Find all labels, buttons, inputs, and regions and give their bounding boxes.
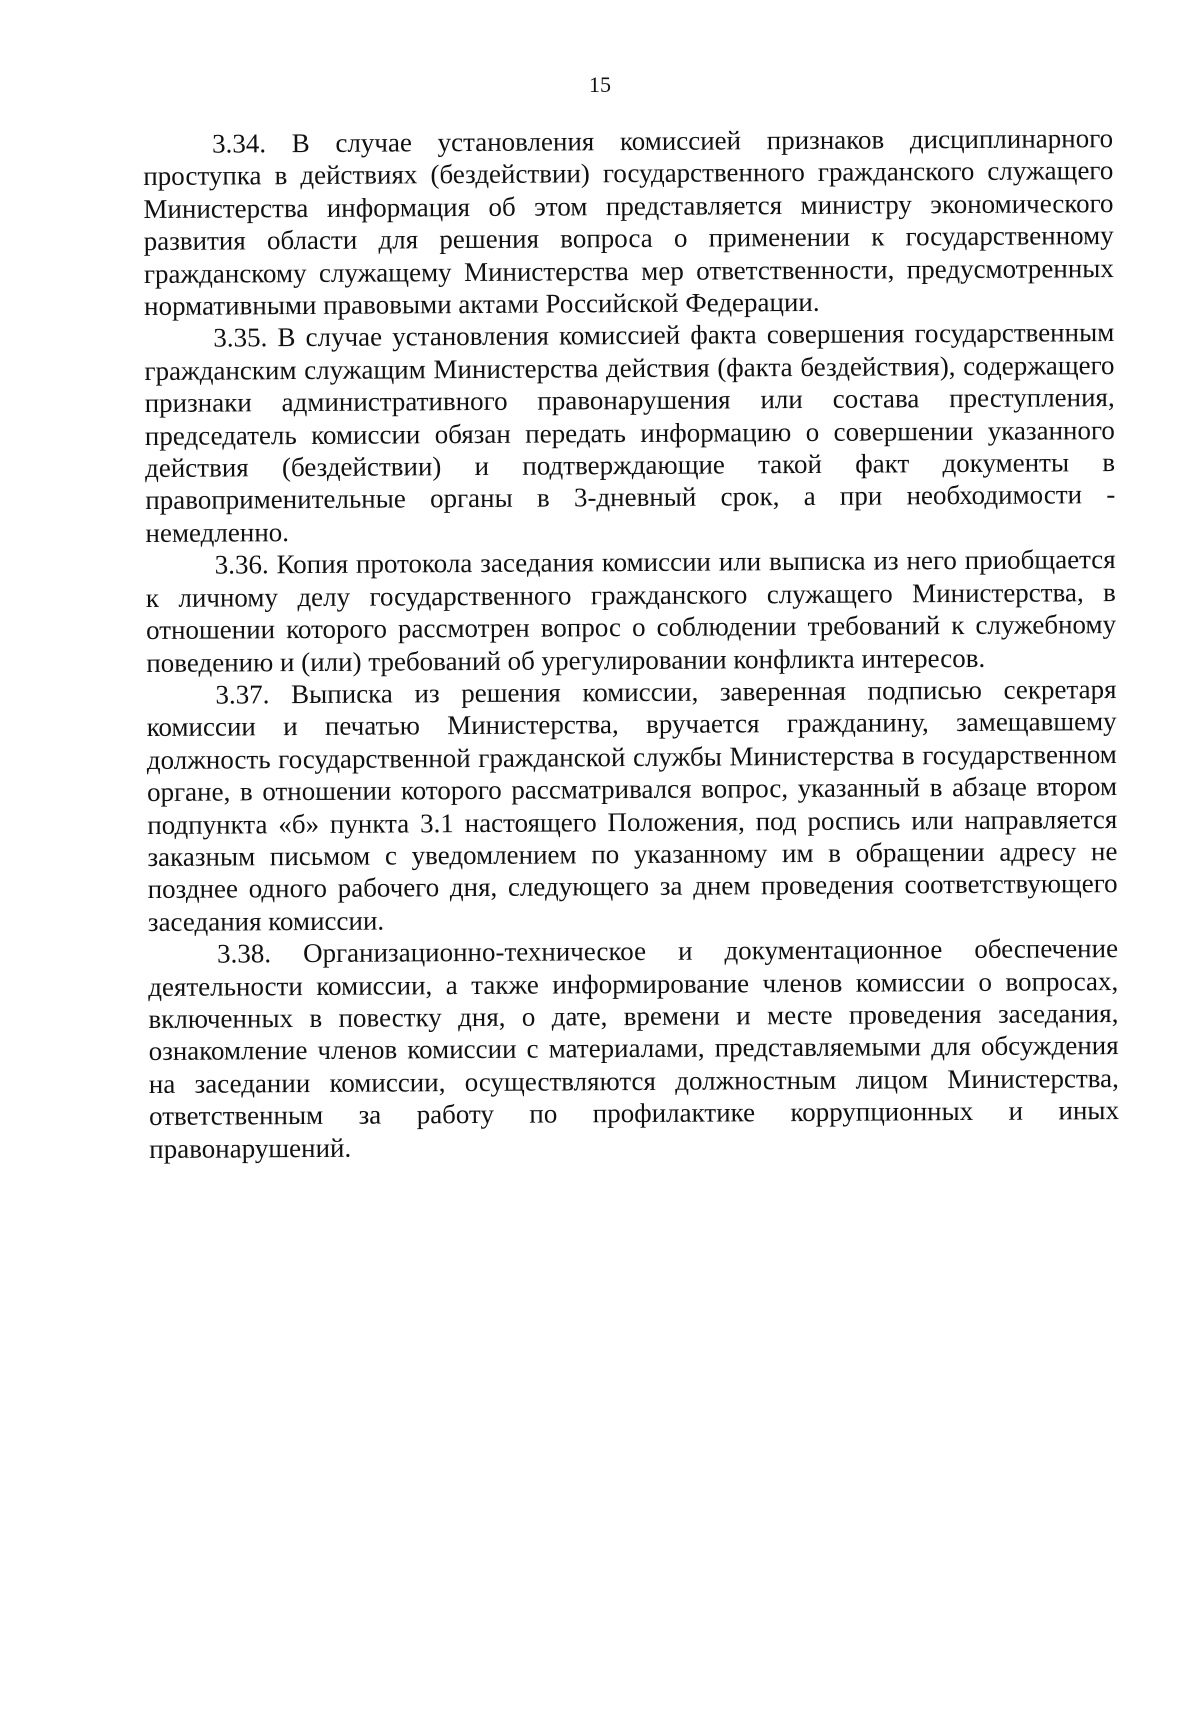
paragraph-3-36: 3.36. Копия протокола заседания комиссии или выписка из него приобщается к личному делу государственного гражданского служащего Министерства, в отношении которого рассмотрен вопрос о соблюдении требований к служебному поведению и (или) требований об урегулировании конфликта интересов. [145,544,1117,678]
page-number: 15 [589,72,611,97]
paragraph-3-35: 3.35. В случае установления комиссией факта совершения государственным гражданским служащим Министерства действия (факта бездействия), содержащего признаки административного правонарушения или состава преступления, председатель комиссии обязан передать информацию о совершении указанного действия (бездействии) и подтверждающие такой факт документы в правоприменительные органы в 3-дневный срок, а при необходимости - немедленно. [144,317,1116,548]
paragraph-3-37: 3.37. Выписка из решения комиссии, заверенная подписью секретаря комиссии и печатью Министерства, вручается гражданину, замещавшему должность государственной гражданской службы Министерства в государственном органе, в отношении которого рассматривался вопрос, указанный в абзаце втором подпункта «б» пункта 3.1 настоящего Положения, под роспись или направляется заказным письмом с уведомлением по указанному им в обращении адресу не позднее одного рабочего дня, следующего за днем проведения соответствующего заседания комиссии. [146,673,1118,937]
paragraph-3-34: 3.34. В случае установления комиссией признаков дисциплинарного проступка в действиях (бездействии) государственного гражданского служащего Министерства информация об этом представляется министру экономического развития области для решения вопроса о применении к государственному гражданскому служащему Министерства мер ответственности, предусмотренных нормативными правовыми актами Российской Федерации. [143,123,1114,322]
paragraph-3-38: 3.38. Организационно-техническое и документационное обеспечение деятельности комиссии, а также информирование членов комиссии о вопросах, включенных в повестку дня, о дате, времени и месте проведения заседания, ознакомление членов комиссии с материалами, представляемыми для обсуждения на заседании комиссии, осуществляются должностным лицом Министерства, ответственным за работу по профилактике коррупционных и иных правонарушений. [148,933,1120,1164]
document-body [143,122,1119,1165]
